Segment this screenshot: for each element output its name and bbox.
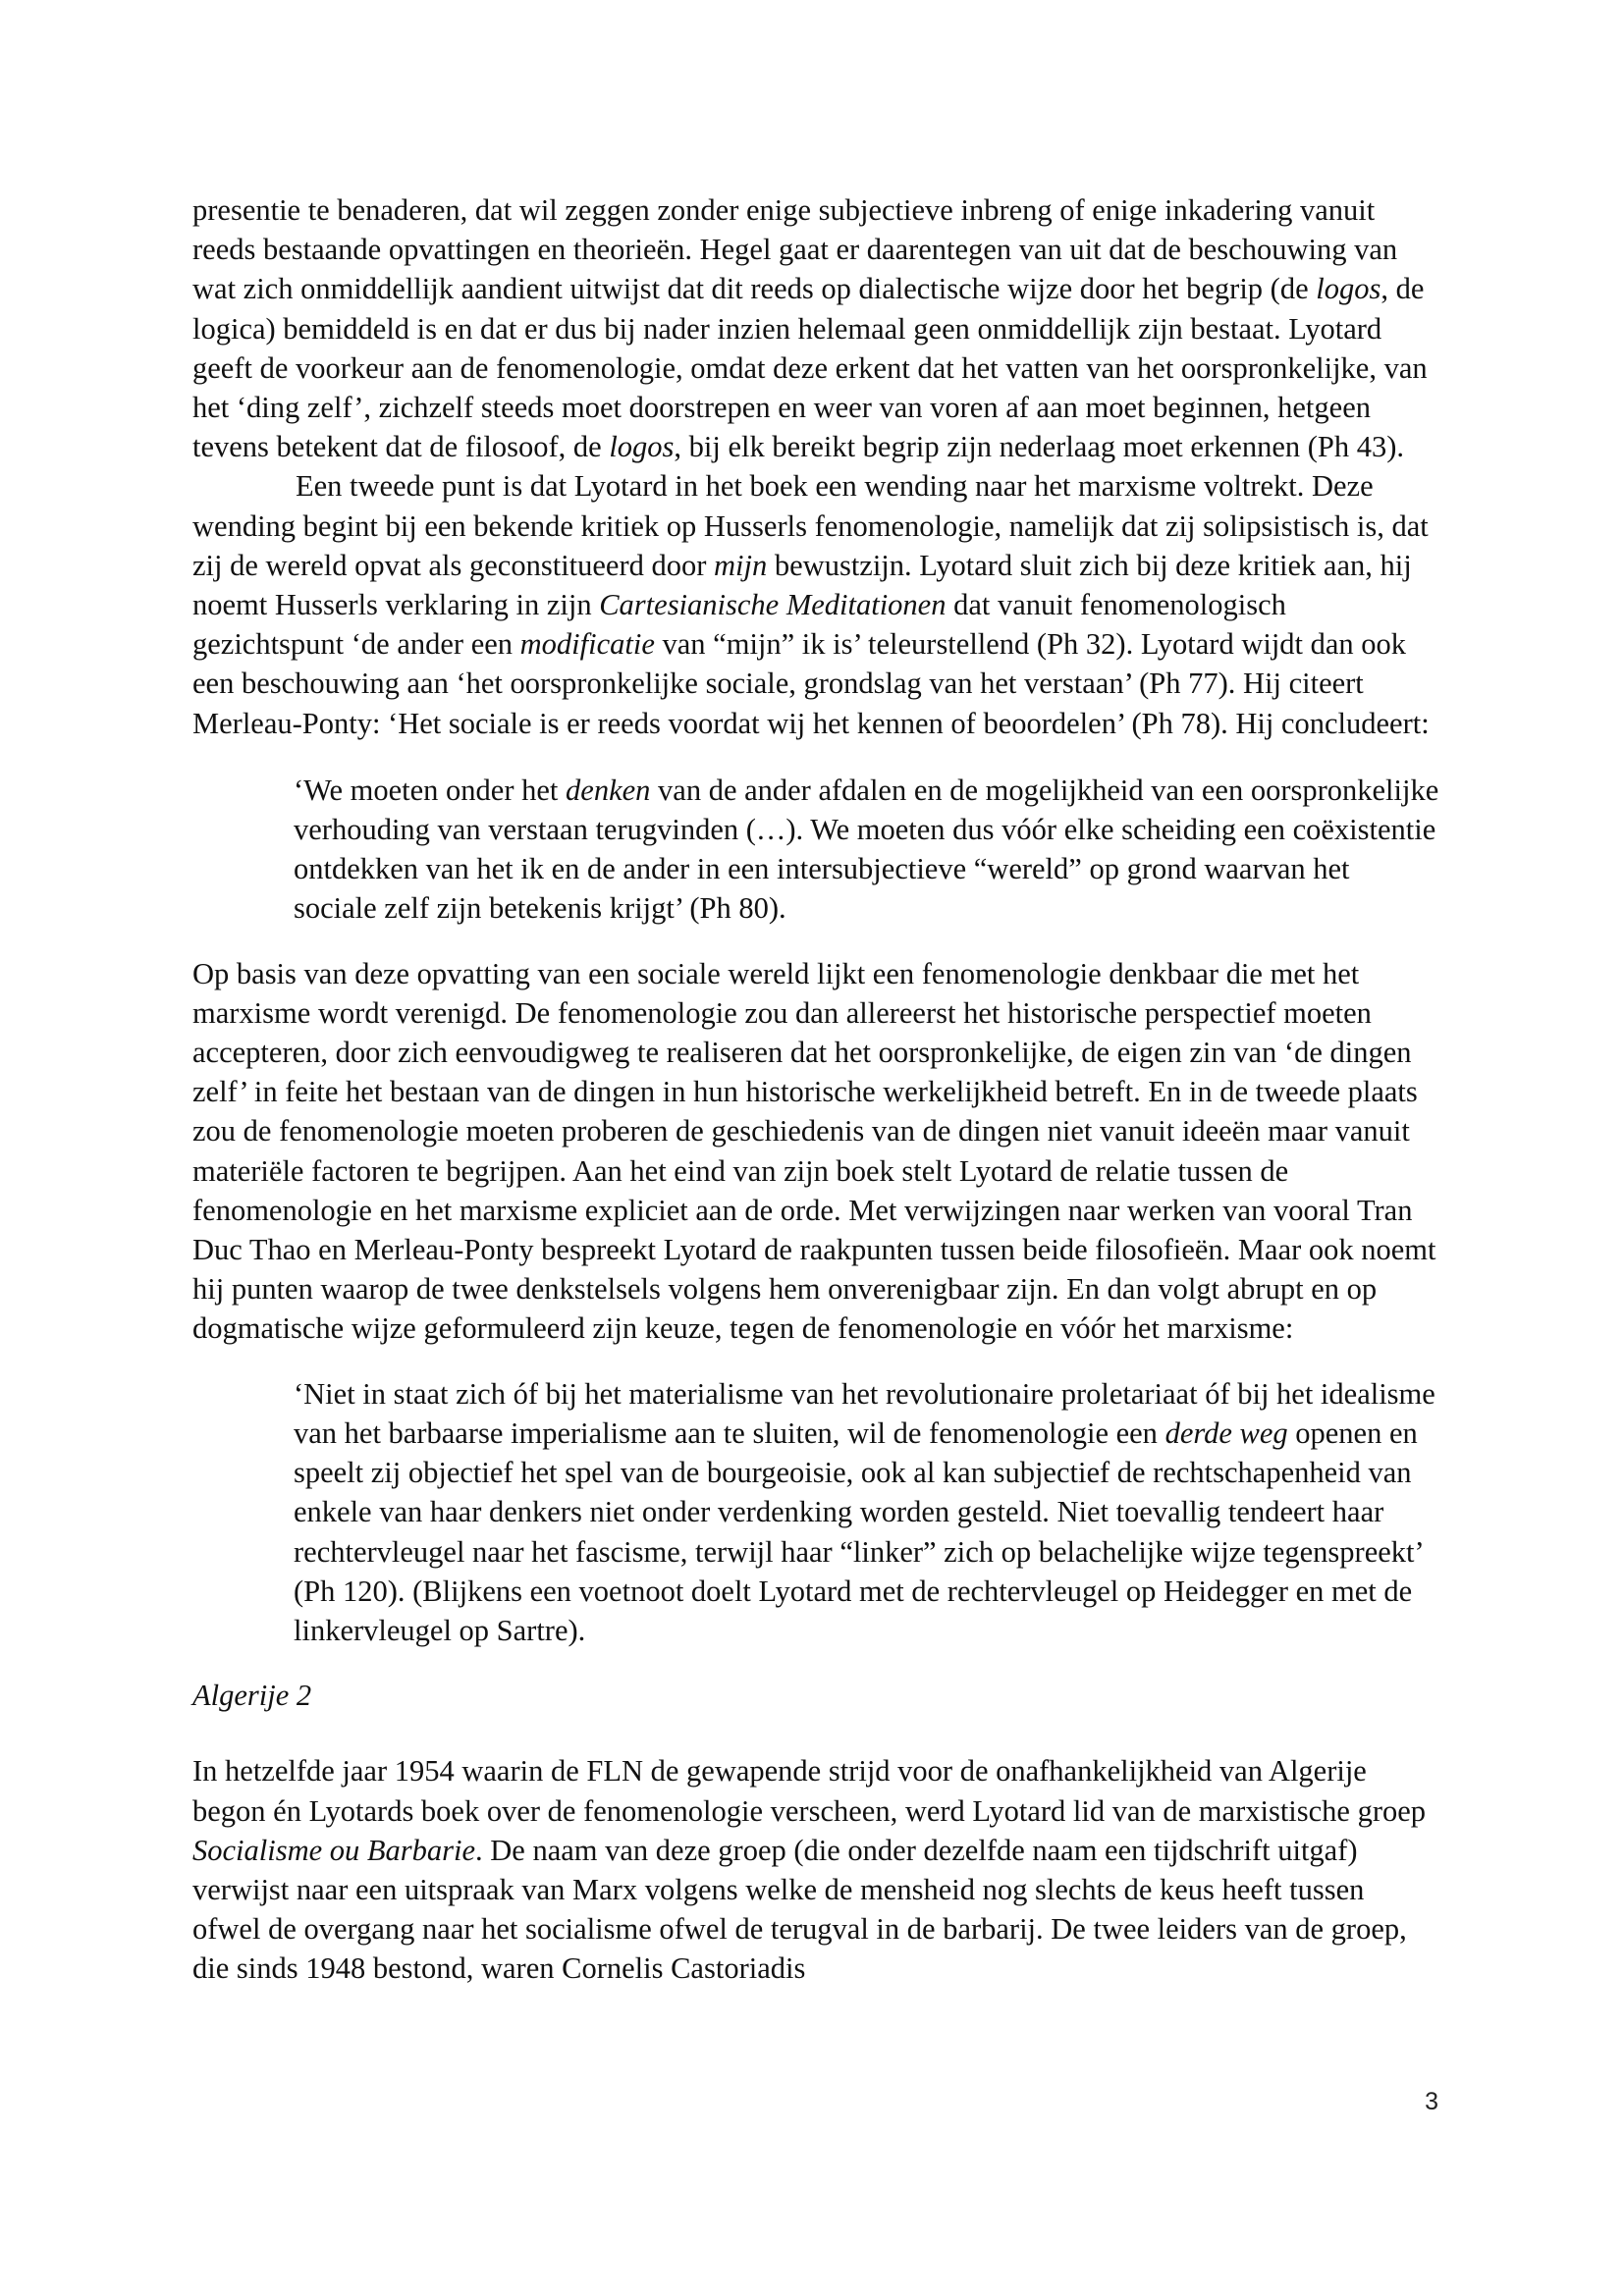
paragraph-phenomenology-hegel: presentie te benaderen, dat wil zeggen zonder enige subjectieve inbreng of enige inkadering vanuit reeds bestaande opvattingen en theorieën. Hegel gaat er daarentegen van uit dat de beschouwing van wat zich onmiddellijk aandient uitwijst dat dit reeds op dialectische wijze door het begrip (de logos, de logica) bemiddeld is en dat er dus bij nader inzien helemaal geen onmiddellijk zijn bestaat. Lyotard geeft de voorkeur aan de fenomenologie, omdat deze erkent dat het vatten van het oorspronkelijke, van het ‘ding zelf’, zichzelf steeds moet doorstrepen en weer van voren af aan moet beginnen, hetgeen tevens betekent dat de filosoof, de logos, bij elk bereikt begrip zijn nederlaag moet erkennen (Ph 43). xyxy=(192,193,1428,464)
paragraph-marxism-turn: Een tweede punt is dat Lyotard in het boek een wending naar het marxisme voltrekt. Deze wending begint bij een bekende kritiek op Husserls fenomenologie, namelijk dat zij solipsistisch is, dat zij de wereld opvat als geconstitueerd door mijn bewustzijn. Lyotard sluit zich bij deze kritiek aan, hij noemt Husserls verklaring in zijn Cartesianische Meditationen dat vanuit fenomenologisch gezichtspunt ‘de ander een modificatie van “mijn” ik is’ teleurstellend (Ph 32). Lyotard wijdt dan ook een beschouwing aan ‘het oorspronkelijke sociale, grondslag van het verstaan’ (Ph 77). Hij citeert Merleau-Ponty: ‘Het sociale is er reeds voordat wij het kennen of beoordelen’ (Ph 78). Hij concludeert: xyxy=(192,469,1430,740)
spacer xyxy=(192,743,1439,771)
block-quote-ph120: ‘Niet in staat zich óf bij het materialisme van het revolutionaire proletariaat óf bij het idealisme van het barbaarse imperialisme aan te sluiten, wil de fenomenologie een derde weg openen en speelt zij objectief het spel van de bourgeoisie, ook al kan subjectief de rechtschapenheid van enkele van haar denkers niet onder verdenking worden gesteld. Niet toevallig tendeert haar rechtervleugel naar het fascisme, terwijl haar “linker” zich op belachelijke wijze tegenspreekt’ (Ph 120). (Blijkens een voetnoot doelt Lyotard met de rechtervleugel op Heidegger en met de linkervleugel op Sartre). xyxy=(294,1376,1435,1647)
block-quote-ph80: ‘We moeten onder het denken van de ander afdalen en de mogelijkheid van een oorspronkelijke verhouding van verstaan terugvinden (…). We moeten dus vóór elke scheiding een coëxistentie ontdekken van het ik en de ander in een intersubjectieve “wereld” op grond waarvan het sociale zelf zijn betekenis krijgt’ (Ph 80). xyxy=(294,773,1439,926)
section-heading: Algerije 2 xyxy=(192,1679,312,1713)
spacer xyxy=(192,1715,1439,1751)
spacer xyxy=(192,929,1439,954)
page-number: 3 xyxy=(1425,2088,1438,2115)
spacer xyxy=(192,1650,1439,1676)
paragraph-socialisme-ou-barbarie: In hetzelfde jaar 1954 waarin de FLN de gewapende strijd voor de onafhankelijkheid van Algerije begon én Lyotards boek over de fenomenologie verscheen, werd Lyotard lid van de marxistische groep Socialisme ou Barbarie. De naam van deze groep (die onder dezelfde naam een tijdschrift uitgaf) verwijst naar een uitspraak van Marx volgens welke de mensheid nog slechts de keus heeft tussen ofwel de overgang naar het socialisme ofwel de terugval in de barbarij. De twee leiders van de groep, die sinds 1948 bestond, waren Cornelis Castoriadis xyxy=(192,1754,1427,1986)
spacer xyxy=(192,1349,1439,1374)
document-page xyxy=(192,190,1439,1989)
paragraph-social-world: Op basis van deze opvatting van een sociale wereld lijkt een fenomenologie denkbaar die met het marxisme wordt verenigd. De fenomenologie zou dan allereerst het historische perspectief moeten accepteren, door zich eenvoudigweg te realiseren dat het oorspronkelijke, de eigen zin van ‘de dingen zelf’ in feite het bestaan van de dingen in hun historische werkelijkheid betreft. En in de tweede plaats zou de fenomenologie moeten proberen de geschiedenis van de dingen niet vanuit ideeën maar vanuit materiële factoren te begrijpen. Aan het eind van zijn boek stelt Lyotard de relatie tussen de fenomenologie en het marxisme expliciet aan de orde. Met verwijzingen naar werken van vooral Tran Duc Thao en Merleau-Ponty bespreekt Lyotard de raakpunten tussen beide filosofieën. Maar ook noemt hij punten waarop de twee denkstelsels volgens hem onverenigbaar zijn. En dan volgt abrupt en op dogmatische wijze geformuleerd zijn keuze, tegen de fenomenologie en vóór het marxisme: xyxy=(192,956,1436,1346)
